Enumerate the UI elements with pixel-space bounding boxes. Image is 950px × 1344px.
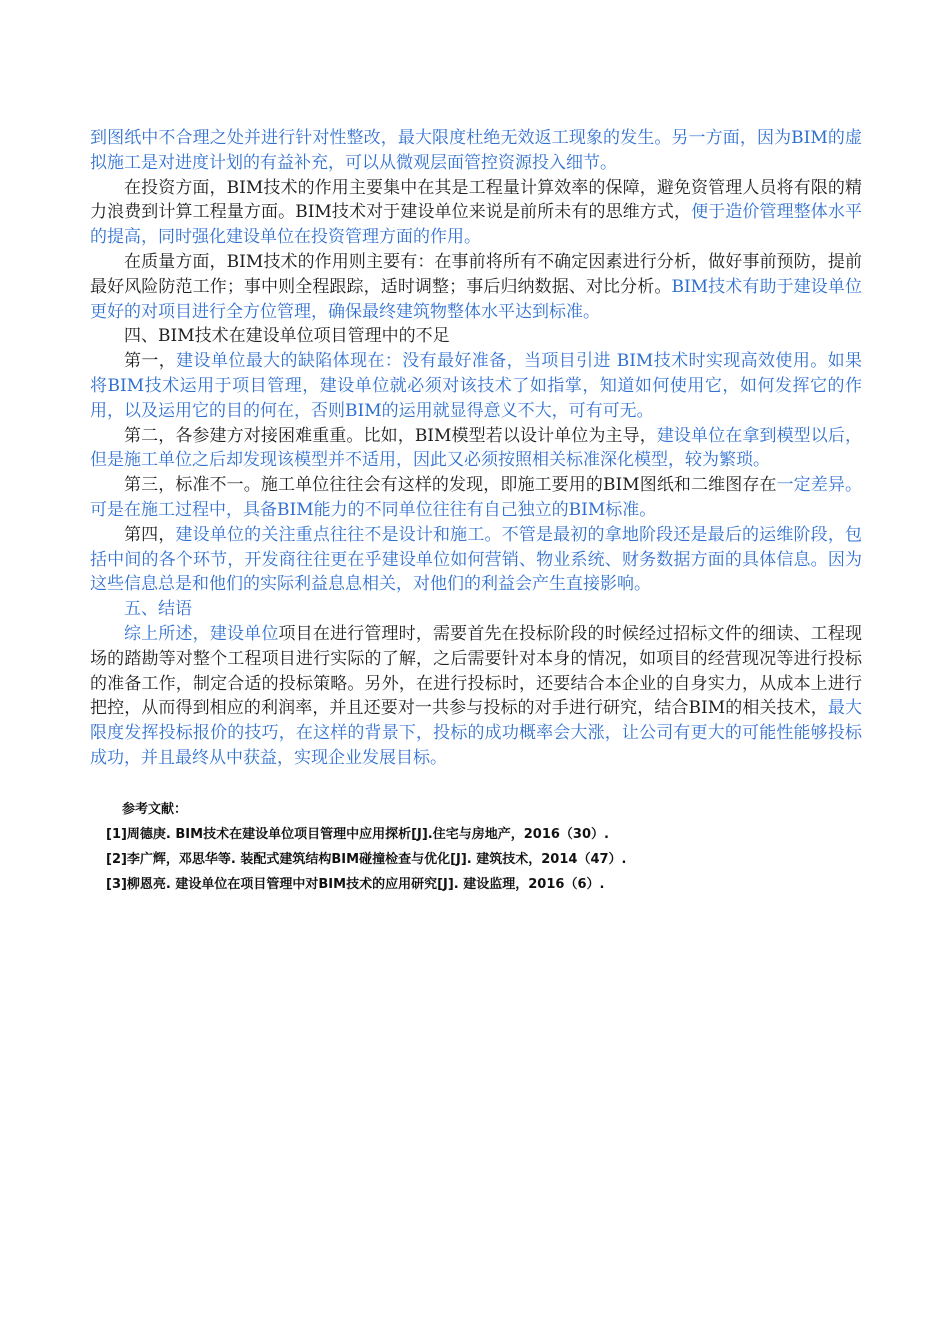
paragraph-continuation xyxy=(90,126,862,176)
paragraph-text: 第二，各参建方对接困难重重。比如，BIM模型若以设计单位为主导， xyxy=(124,425,657,446)
references-section xyxy=(90,797,862,897)
reference-item-2: [2]李广辉，邓思华等. 装配式建筑结构BIM碰撞检查与优化[J]. 建筑技术，2014（47）. xyxy=(106,851,627,867)
document-body xyxy=(90,126,862,897)
paragraph-text: 在质量方面，BIM技术的作用则主要有：在事前将所有不确定因素进行分析，做好事前预防，提前最好风险防范工作；事中则全程跟踪，适时调整；事后归纳数据、对比分析。 xyxy=(90,251,862,297)
paragraph-text-highlight: 最大限度发挥投标报价的技巧，在这样的背景下，投标的成功概率会大涨，让公司有更大的可能性能够投标成功，并且最终从中获益，实现企业发展目标。 xyxy=(90,698,862,768)
paragraph-text-highlight: 建设单位最大的缺陷体现在：没有最好准备，当项目引进 BIM技术时实现高效使用。如果将BIM技术运用于项目管理，建设单位就必须对该技术了如指掌，知道如何使用它，如何发挥它的作用，以及运用它的目的何在，否则BIM的运用就显得意义不大，可有可无。 xyxy=(90,351,862,421)
paragraph-text: 在投资方面，BIM技术的作用主要集中在其是工程量计算效率的保障，避免资管理人员将有限的精力浪费到计算工程量方面。BIM技术对于建设单位来说是前所未有的思维方式， xyxy=(90,177,862,223)
paragraph-text-highlight: BIM技术有助于建设单位更好的对项目进行全方位管理，确保最终建筑物整体水平达到标准。 xyxy=(90,276,862,322)
paragraph-text: 第三，标准不一。施工单位往往会有这样的发现，即施工要用的BIM图纸和二维图存在 xyxy=(124,475,777,496)
references-title: 参考文献： xyxy=(122,801,188,817)
paragraph-conclusion xyxy=(90,622,862,771)
paragraph-quality xyxy=(90,250,862,324)
paragraph-text-highlight: 便于造价管理整体水平的提高，同时强化建设单位在投资管理方面的作用。 xyxy=(90,202,862,248)
paragraph-text-highlight: 建设单位在拿到模型以后，但是施工单位之后却发现该模型并不适用，因此又必须按照相关标准深化模型，较为繁琐。 xyxy=(90,425,863,471)
paragraph-text: 第一， xyxy=(124,351,177,372)
section-heading-5: 五、结语 xyxy=(124,599,192,620)
paragraph-text: 项目在进行管理时，需要首先在投标阶段的时候经过招标文件的细读、工程现场的踏勘等对整个工程项目进行实际的了解，之后需要针对本身的情况，如项目的经营现况等进行投标的准备工作，制定合适的投标策略。另外，在进行投标时，还要结合本企业的自身实力，从成本上进行把控，从而得到相应的利润率，并且还要对一共参与投标的对手进行研究，结合BIM的相关技术， xyxy=(90,623,862,719)
section-heading-4: 四、BIM技术在建设单位项目管理中的不足 xyxy=(124,326,450,347)
paragraph-second xyxy=(90,424,862,474)
reference-item-1: [1]周德庚. BIM技术在建设单位项目管理中应用探析[J].住宅与房地产，2016（30）. xyxy=(106,826,609,842)
paragraph-first xyxy=(90,349,862,423)
paragraph-text: 第四， xyxy=(124,524,176,545)
paragraph-investment xyxy=(90,176,862,250)
paragraph-fourth xyxy=(90,523,862,597)
paragraph-text-highlight: 一定差异。可是在施工过程中，具备BIM能力的不同单位往往有自己独立的BIM标准。 xyxy=(90,475,862,520)
paragraph-text-highlight: 建设单位的关注重点往往不是设计和施工。不管是最初的拿地阶段还是最后的运维阶段，包括中间的各个环节，开发商往往更在乎建设单位如何营销、物业系统、财务数据方面的具体信息。因为这些信息总是和他们的实际利益息息相关，对他们的利益会产生直接影响。 xyxy=(90,524,862,595)
paragraph-third xyxy=(90,473,862,523)
reference-item-3: [3]柳恩亮. 建设单位在项目管理中对BIM技术的应用研究[J]. 建设监理，2016（6）. xyxy=(106,876,605,892)
paragraph-text: 到图纸中不合理之处并进行针对性整改，最大限度杜绝无效返工现象的发生。另一方面，因为BIM的虚拟施工是对进度计划的有益补充，可以从微观层面管控资源投入细节。 xyxy=(90,128,862,173)
paragraph-text-highlight: 综上所述，建设单位 xyxy=(124,623,279,644)
